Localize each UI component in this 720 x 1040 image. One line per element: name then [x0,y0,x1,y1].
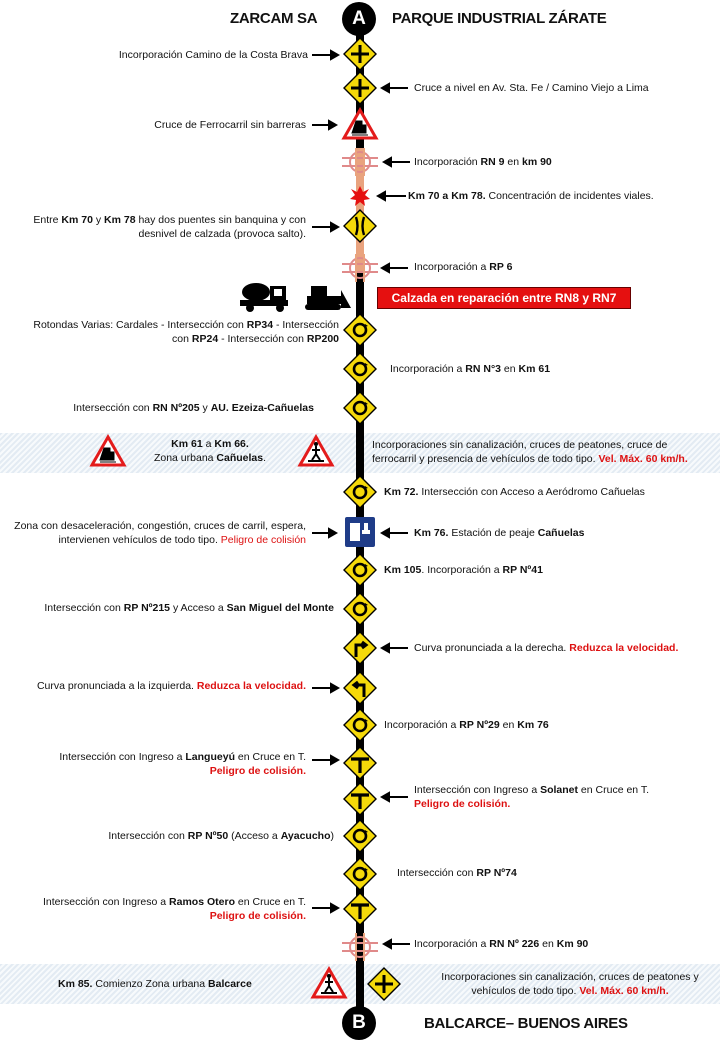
arrow-right-icon [312,756,338,764]
junction-sign-icon [344,72,376,104]
note-av-santa-fe: Cruce a nivel en Av. Sta. Fe / Camino Viejo a Lima [414,82,649,94]
note-ramos-otero: Intersección con Ingreso a Ramos Otero en Cruce en T. Peligro de colisión. [42,896,306,922]
note-solanet: Intersección con Ingreso a Solanet en Cruce en T. Peligro de colisión. [414,784,650,810]
note-bridges: Entre Km 70 y Km 78 hay dos puentes sin banquina y con desnivel de calzada (provoca salto). [33,214,306,240]
roundabout-sign-icon [344,392,376,424]
note-rp74: Intersección con RP Nº74 [397,867,517,879]
railroad-warning-icon [92,437,124,465]
note-rp29: Incorporación a RP Nº29 en Km 76 [384,719,549,731]
pedestrian-warning-icon [300,437,332,465]
roundabout-sign-icon [344,709,376,741]
arrow-right-icon [312,904,338,912]
arrow-left-icon [378,192,406,200]
note-aerodromo: Km 72. Intersección con Acceso a Aeródromo Cañuelas [384,486,645,498]
narrow-bridge-icon [344,210,376,242]
zone-balcarce-warning: Incorporaciones sin canalización, cruces de peatones y vehículos de todo tipo. Vel. Máx. 60 km/h. [441,971,699,997]
railroad-crossing-icon [344,110,376,138]
arrow-left-icon [382,644,408,652]
note-roundabouts: Rotondas Varias: Cardales - Intersección con RP34 - Intersección con RP24 - Intersección con RP200 [33,319,339,345]
junction-sign-icon [344,38,376,70]
note-rp6: Incorporación a RP 6 [414,261,513,273]
destination-title-bottom: BALCARCE– BUENOS AIRES [424,1015,628,1032]
note-curve-right: Curva pronunciada a la derecha. Reduzca la velocidad. [414,642,679,654]
note-rp50: Intersección con RP Nº50 (Acceso a Ayacucho) [108,830,334,842]
roundabout-sign-icon [344,476,376,508]
note-toll-station: Km 76. Estación de peaje Cañuelas [414,527,585,539]
note-langueyu: Intersección con Ingreso a Langueyú en Cruce en T. Peligro de colisión. [59,751,306,777]
arrow-left-icon [384,158,410,166]
note-incidents: Km 70 a Km 78. Concentración de incidentes viales. [408,190,654,202]
roundabout-sign-icon [344,554,376,586]
arrow-right-icon [312,121,336,129]
roundabout-sign-icon [344,593,376,625]
arrow-right-icon [312,684,338,692]
t-junction-sign-icon [344,747,376,779]
roundabout-sign-icon [344,858,376,890]
note-rn3: Incorporación a RN N°3 en Km 61 [390,363,551,375]
zone-canuelas-warning: Incorporaciones sin canalización, cruces de peatones, cruce de ferrocarril y presencia de vehículos de todo tipo. Vel. Máx. 60 km/h. [372,439,688,465]
road-works-banner: Calzada en reparación entre RN8 y RN7 [377,287,631,309]
arrow-right-icon [312,51,338,59]
curve-right-icon [344,632,376,664]
arrow-right-icon [312,529,336,537]
end-marker: B [342,1006,376,1040]
curve-left-icon [344,672,376,704]
note-rn226: Incorporación a RN Nº 226 en Km 90 [414,938,589,950]
arrow-right-icon [312,223,338,231]
zone-canuelas-label: Km 61 a Km 66. Zona urbana Cañuelas. [153,438,267,464]
destination-title-top: PARQUE INDUSTRIAL ZÁRATE [392,10,607,27]
arrow-left-icon [384,940,410,948]
toll-station-icon [345,517,375,547]
note-railroad: Cruce de Ferrocarril sin barreras [154,119,306,131]
zone-balcarce-label: Km 85. Comienzo Zona urbana Balcarce [58,978,252,990]
bulldozer-icon [305,286,351,310]
origin-title: ZARCAM SA [230,10,318,27]
interchange-icon [342,148,378,176]
t-junction-sign-icon [344,893,376,925]
junction-sign-icon [368,968,400,1000]
arrow-left-icon [382,84,408,92]
note-rp41: Km 105. Incorporación a RP Nº41 [384,564,543,576]
note-rn9: Incorporación RN 9 en km 90 [414,156,552,168]
pedestrian-warning-icon [313,969,345,997]
mixer-truck-icon [240,283,288,312]
note-rn205: Intersección con RN Nº205 y AU. Ezeiza-Cañuelas [73,402,314,414]
note-rp215: Intersección con RP Nº215 y Acceso a San Miguel del Monte [44,602,334,614]
note-toll-congestion: Zona con desaceleración, congestión, cruces de carril, espera, intervienen vehículos de todo tipo. Peligro de colisión [14,520,306,546]
note-curve-left: Curva pronunciada a la izquierda. Reduzca la velocidad. [36,680,306,692]
interchange-icon [342,933,378,961]
note-costa-brava: Incorporación Camino de la Costa Brava [118,49,308,61]
start-marker: A [342,2,376,36]
interchange-icon [342,254,378,282]
roundabout-sign-icon [344,353,376,385]
t-junction-sign-icon [344,783,376,815]
incident-burst-icon [350,186,370,206]
arrow-left-icon [382,264,408,272]
roundabout-sign-icon [344,820,376,852]
arrow-left-icon [382,793,408,801]
arrow-left-icon [382,529,408,537]
roundabout-sign-icon [344,314,376,346]
